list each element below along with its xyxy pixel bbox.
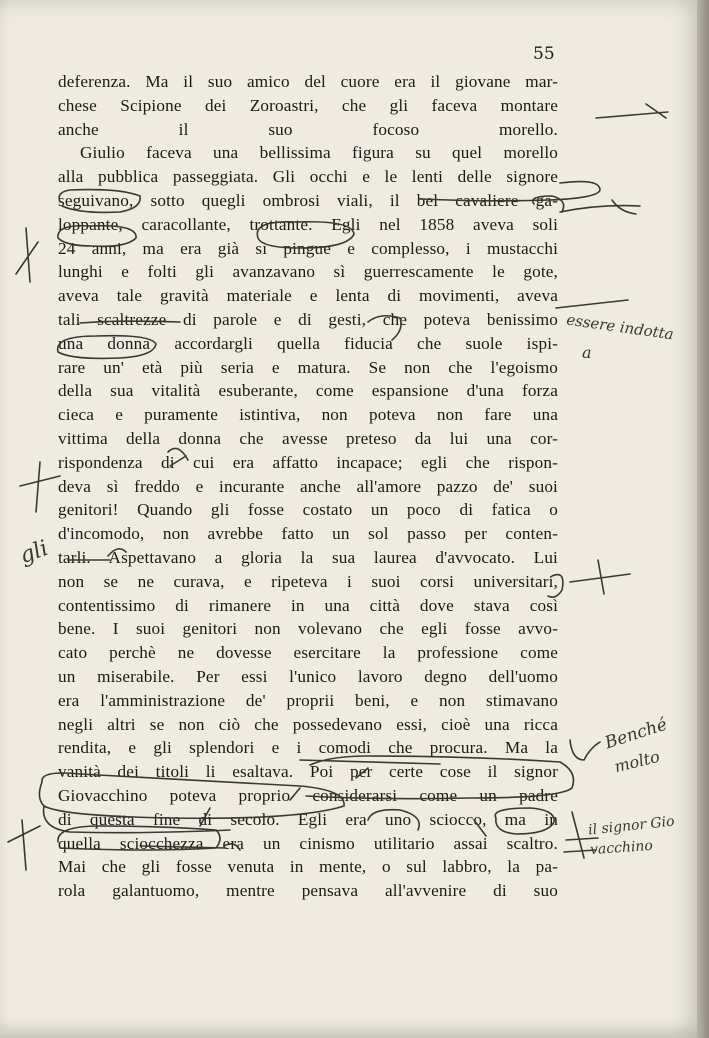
margin-note-molto: molto xyxy=(612,746,662,777)
text-line: Giulio faceva una bellissima figura su quel morello xyxy=(80,143,558,163)
text-line: era l'amministrazione de' proprii beni, e non stimavano xyxy=(58,690,558,710)
text-line: contentissimo di rimanere in una città dove stava così xyxy=(58,595,558,615)
text-line: rendita, e gli splendori e i comodi che procura. Ma la xyxy=(58,738,558,758)
text-line: loppante, caracollante, trottante. Egli nel 1858 aveva soli xyxy=(58,214,558,234)
text-line: negli altri se non ciò che possedevano essi, cioè una ricca xyxy=(58,714,558,734)
mark-left-3 xyxy=(8,820,40,870)
text-line: d'incomodo, non avrebbe fatto un sol passo per conten- xyxy=(58,524,558,544)
circle-una-donna xyxy=(58,336,156,359)
text-line: deferenza. Ma il suo amico del cuore era il giovane mar- xyxy=(58,72,558,91)
margin-note-vacchino: vacchino xyxy=(589,837,654,859)
mark-left-1 xyxy=(16,228,38,282)
text-line: cato perchè ne dovesse esercitare la professione come xyxy=(58,643,558,663)
margin-note-essere-indotta: essere indotta xyxy=(565,310,675,344)
text-line: Mai che gli fosse venuta in mente, o sul labbro, la pa- xyxy=(58,857,558,877)
text-line: Giovacchino poteva proprio considerarsi come un padre xyxy=(58,785,558,805)
circle-trottante xyxy=(257,222,354,248)
text-line: rola galantuomo, mentre pensava all'avvenire di suo xyxy=(58,881,558,901)
text-line: cieca e puramente istintiva, non poteva non fare una xyxy=(58,405,558,425)
mark-right-universitari xyxy=(570,560,630,594)
circle-che xyxy=(368,316,401,340)
text-line: rare un' età più seria e matura. Se non che l'egoismo xyxy=(58,357,558,377)
circle-scaltrezze xyxy=(80,321,180,323)
slash-secolo xyxy=(200,808,210,826)
text-line: deva sì freddo e incurante anche all'amore pazzo de' suoi xyxy=(58,476,558,496)
circle-quella xyxy=(58,826,220,850)
mark-corrispondenza xyxy=(168,448,188,466)
circle-seguivano xyxy=(59,190,140,213)
text-line: una donna accordargli quella fiducia che suole ispi- xyxy=(58,333,558,353)
underline-tarli xyxy=(68,549,126,560)
page-number: 55 xyxy=(533,44,555,64)
text-line: anche il suo focoso morello. xyxy=(58,119,558,139)
text-line: 24 anni, ma era già sì pingue e complesso, i mustacchi xyxy=(58,238,558,258)
margin-note-il-signor-gio: il signor Gio xyxy=(587,813,676,839)
mark-universitari xyxy=(548,575,563,598)
slash-certe xyxy=(356,768,368,778)
margin-note-a: a xyxy=(582,343,592,362)
mark-left-2 xyxy=(20,462,60,512)
text-line: della sua vitalità esuberante, come espansione d'una forza xyxy=(58,381,558,401)
margin-mark-top-right xyxy=(596,104,668,118)
circle-uno xyxy=(368,810,419,830)
text-line: aveva tale gravità materiale e lenta di movimenti, aveva xyxy=(58,286,558,306)
text-line: di questa fine di secolo. Egli era uno sciocco, ma in xyxy=(58,809,558,829)
margin-note-gli: gli xyxy=(16,535,52,570)
text-line: vanità dei titoli li esaltava. Poi per certe cose il signor xyxy=(58,762,558,782)
slash-poteva xyxy=(290,788,300,800)
text-line: genitori! Quando gli fosse costato un poco di fatica o xyxy=(58,500,558,520)
slash-sciocco xyxy=(474,820,486,836)
text-line: rispondenza di cui era affatto incapace; egli che rispon- xyxy=(58,452,558,472)
line-galoppante xyxy=(560,200,640,214)
circle-ma-in xyxy=(495,808,554,834)
margin-note-benche: Benché xyxy=(602,714,670,754)
text-line: alla pubblica passeggiata. Gli occhi e le lenti delle signore xyxy=(58,167,558,187)
text-line: non se ne curava, e ripeteva i suoi corsi universitari, xyxy=(58,571,558,591)
text-line: tarli. Aspettavano a gloria la sua laurea d'avvocato. Lui xyxy=(58,547,558,567)
text-line: quella sciocchezza era un cinismo utilitario assai scaltro. xyxy=(58,833,558,853)
text-line: lunghi e folti gli avanzavano sì guerrescamente le gote, xyxy=(58,262,558,282)
text-line: seguivano, sotto quegli ombrosi viali, il bel cavaliere ga- xyxy=(58,190,558,210)
text-line: tali scaltrezze di parole e di gesti, che poteva benissimo xyxy=(58,309,558,329)
text-line: chese Scipione dei Zoroastri, che gli faceva montare xyxy=(58,95,558,115)
mark-right-benche xyxy=(570,740,600,760)
circle-giovacchino xyxy=(39,773,344,818)
mark-right-il-signor xyxy=(564,812,598,858)
text-line: bene. I suoi genitori non volevano che egli fosse avvo- xyxy=(58,619,558,639)
mark-essere xyxy=(556,300,628,308)
text-line: un miserabile. Per essi l'unico lavoro degno dell'uomo xyxy=(58,666,558,686)
circle-signore xyxy=(420,182,600,201)
circle-vanita xyxy=(306,756,574,799)
text-line: vittima della donna che avesse preteso da lui una cor- xyxy=(58,428,558,448)
